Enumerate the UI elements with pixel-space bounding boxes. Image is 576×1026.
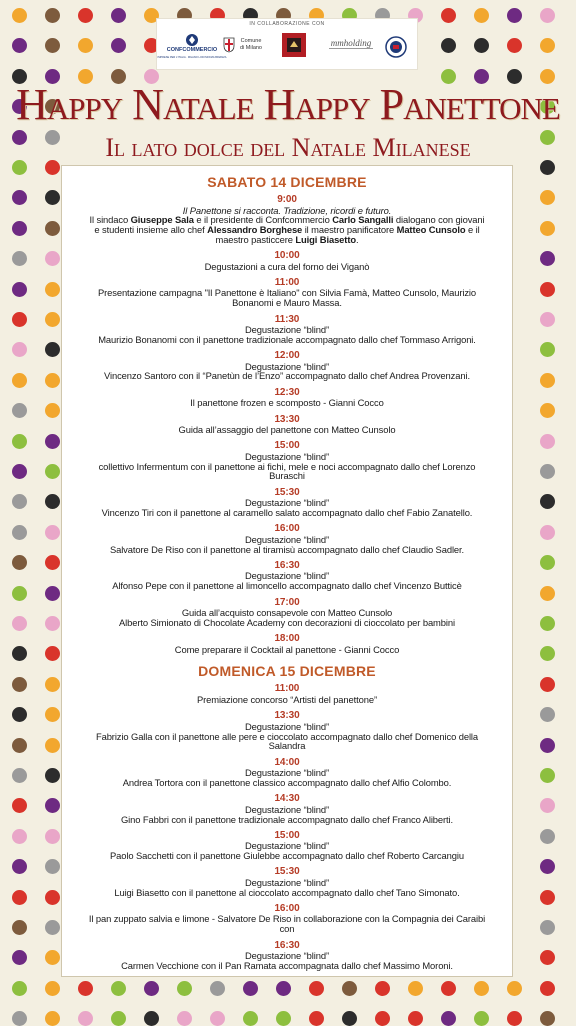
event-text: Carmen Vecchione con il Pan Ramata accompagnata dallo chef Massimo Moroni. bbox=[121, 959, 453, 971]
event-text: Vincenzo Tiri con il panettone al caramello salato accompagnato dallo chef Fabio Zanatello. bbox=[101, 507, 473, 519]
event-text: Presentazione campagna "Il Panettone è Italiano" con Silvia Famà, Matteo Cunsolo, Maurizio bbox=[97, 287, 477, 299]
event-text: Bonanomi e Mauro Massa. bbox=[232, 297, 342, 309]
polka-dot bbox=[408, 981, 423, 996]
polka-dot bbox=[45, 221, 60, 236]
polka-dot bbox=[45, 525, 60, 540]
event-description-line bbox=[70, 815, 504, 825]
polka-dot bbox=[45, 920, 60, 935]
event-description-line bbox=[70, 335, 504, 345]
polka-dot bbox=[12, 8, 27, 23]
polka-dot bbox=[12, 859, 27, 874]
event-text: Degustazione “blind” bbox=[245, 767, 329, 779]
program-event bbox=[70, 315, 504, 345]
mmholding-name: mmholding bbox=[330, 38, 372, 48]
polka-dot bbox=[540, 251, 555, 266]
sponsor-banner bbox=[157, 19, 417, 69]
event-text: maestro pasticcere bbox=[215, 233, 296, 245]
program-event bbox=[70, 867, 504, 897]
polka-dot bbox=[45, 616, 60, 631]
confcommercio-emblem-icon bbox=[185, 33, 199, 47]
polka-dot bbox=[45, 646, 60, 661]
event-text: con bbox=[279, 923, 295, 935]
event-time: 12:30 bbox=[274, 386, 300, 398]
event-text: Degustazione “blind” bbox=[245, 840, 329, 852]
person-name: Luigi Biasetto bbox=[295, 233, 356, 245]
polka-dot bbox=[540, 8, 555, 23]
polka-dot bbox=[12, 282, 27, 297]
polka-dot bbox=[12, 768, 27, 783]
polka-dot bbox=[12, 494, 27, 509]
event-time: 15:30 bbox=[274, 866, 300, 878]
polka-dot bbox=[78, 8, 93, 23]
polka-dot bbox=[540, 434, 555, 449]
program-panel bbox=[61, 165, 513, 977]
polka-dot bbox=[12, 434, 27, 449]
event-time: 16:30 bbox=[274, 939, 300, 951]
polka-dot bbox=[474, 8, 489, 23]
event-text: Degustazione “blind” bbox=[245, 570, 329, 582]
event-text: Andrea Tortora con il panettone classico accompagnato dallo chef Alfio Colombo. bbox=[122, 776, 452, 788]
event-text: Degustazione “blind” bbox=[245, 324, 329, 336]
polka-dot bbox=[540, 798, 555, 813]
event-time: 18:00 bbox=[274, 633, 300, 645]
program-event bbox=[70, 598, 504, 628]
event-description-line bbox=[70, 508, 504, 518]
polka-dot bbox=[45, 707, 60, 722]
event-text: Degustazione “blind” bbox=[245, 497, 329, 509]
program-event bbox=[70, 488, 504, 518]
program-event bbox=[70, 561, 504, 591]
event-text: il maestro panificatore bbox=[302, 224, 397, 236]
event-description-line bbox=[70, 924, 504, 934]
polka-dot bbox=[540, 342, 555, 357]
event-time: 11:00 bbox=[274, 276, 300, 288]
polka-dot bbox=[540, 282, 555, 297]
event-time: 15:30 bbox=[274, 486, 300, 498]
polka-dot bbox=[441, 38, 456, 53]
polka-dot bbox=[45, 434, 60, 449]
polka-dot bbox=[507, 8, 522, 23]
event-text: Il sindaco bbox=[89, 214, 131, 226]
event-description-line bbox=[70, 645, 504, 655]
event-text: e studenti insieme allo chef bbox=[94, 224, 208, 236]
polka-dot bbox=[12, 829, 27, 844]
event-text: Il panettone frozen e scomposto - Gianni Cocco bbox=[190, 397, 384, 409]
event-description-line bbox=[70, 778, 504, 788]
event-text: . bbox=[355, 233, 359, 245]
event-time: 12:00 bbox=[274, 350, 300, 362]
polka-dot bbox=[177, 981, 192, 996]
polka-dot bbox=[45, 8, 60, 23]
polka-dot bbox=[540, 920, 555, 935]
polka-dot bbox=[12, 221, 27, 236]
sponsor-caption: IN COLLABORAZIONE CON bbox=[249, 21, 325, 27]
polka-dot bbox=[210, 981, 225, 996]
polka-dot bbox=[12, 798, 27, 813]
event-description-line bbox=[70, 398, 504, 408]
polka-dot bbox=[12, 373, 27, 388]
polka-dot bbox=[45, 282, 60, 297]
confcommercio-name: CONFCOMMERCIO bbox=[166, 47, 218, 53]
event-description-line bbox=[70, 471, 504, 481]
event-text: e il presidente di Confcommercio bbox=[193, 214, 333, 226]
program-event bbox=[70, 441, 504, 481]
polka-dot bbox=[45, 586, 60, 601]
polka-dot bbox=[45, 38, 60, 53]
event-time: 15:00 bbox=[274, 440, 300, 452]
program-event bbox=[70, 684, 504, 704]
polka-dot bbox=[45, 981, 60, 996]
event-description-line bbox=[70, 298, 504, 308]
event-text: Alfonso Pepe con il panettone al limoncello accompagnato dallo chef Vincenzo Butticè bbox=[112, 580, 462, 592]
polka-dot bbox=[12, 342, 27, 357]
polka-dot bbox=[540, 494, 555, 509]
polka-dot bbox=[12, 950, 27, 965]
polka-dot bbox=[45, 464, 60, 479]
day-heading: SABATO 14 DICEMBRE bbox=[207, 174, 367, 190]
polka-dot bbox=[12, 190, 27, 205]
event-text: Buraschi bbox=[269, 470, 305, 482]
event-time: 15:00 bbox=[274, 829, 300, 841]
event-description-line bbox=[70, 741, 504, 751]
polka-dot bbox=[540, 464, 555, 479]
event-description-line bbox=[70, 371, 504, 381]
polka-dot bbox=[111, 38, 126, 53]
polka-dot bbox=[540, 829, 555, 844]
polka-dot bbox=[474, 38, 489, 53]
polka-dot bbox=[144, 981, 159, 996]
event-text: Vincenzo Santoro con il “Panetùn de l’Enzo” accompagnato dallo chef Andrea Provenzani. bbox=[104, 370, 470, 382]
event-text: Degustazione “blind” bbox=[245, 720, 329, 732]
polka-dot bbox=[474, 981, 489, 996]
polka-dot bbox=[12, 251, 27, 266]
event-text: Premiazione concorso “Artisti del panettone” bbox=[196, 693, 378, 705]
event-text: Guida all’acquisto consapevole con Matteo Cunsolo bbox=[181, 607, 393, 619]
event-description-line bbox=[70, 235, 504, 245]
polka-dot bbox=[45, 890, 60, 905]
event-text: Come preparare il Cocktail al panettone - Gianni Cocco bbox=[174, 643, 400, 655]
polka-dot bbox=[12, 525, 27, 540]
red-crest-logo bbox=[279, 33, 309, 57]
event-description-line bbox=[70, 888, 504, 898]
comune-milano-logo bbox=[223, 37, 273, 53]
comune-milano-name: Comune di Milano bbox=[239, 38, 262, 51]
polka-dot bbox=[12, 920, 27, 935]
program-event bbox=[70, 415, 504, 435]
polka-dot bbox=[45, 738, 60, 753]
crest-icon bbox=[282, 33, 306, 57]
polka-dot bbox=[540, 525, 555, 540]
event-description-line bbox=[70, 851, 504, 861]
event-text: Paolo Sacchetti con il panettone Giulebbe accompagnato dallo chef Roberto Carcangiu bbox=[110, 850, 464, 862]
event-text: Degustazione “blind” bbox=[245, 450, 329, 462]
polka-dot bbox=[12, 707, 27, 722]
program-event bbox=[70, 351, 504, 381]
polka-dot bbox=[12, 646, 27, 661]
event-text: Degustazione “blind” bbox=[245, 360, 329, 372]
confcommercio-logo bbox=[157, 33, 227, 61]
program-content bbox=[62, 166, 512, 976]
polka-dot bbox=[45, 859, 60, 874]
event-text: Il pan zuppato salvia e limone - Salvatore De Riso in collaborazione con la Compagnia dei Caraibi bbox=[88, 913, 486, 925]
polka-dot bbox=[540, 555, 555, 570]
event-text: Salvatore De Riso con il panettone al tiramisù accompagnato dallo chef Claudio Sadler. bbox=[109, 543, 465, 555]
event-time: 16:30 bbox=[274, 559, 300, 571]
mmholding-logo bbox=[327, 40, 375, 51]
event-text: Luigi Biasetto con il panettone al cioccolato accompagnato dallo chef Tano Simonato. bbox=[114, 886, 460, 898]
mmholding-underline-icon bbox=[329, 47, 373, 51]
polka-dot bbox=[45, 342, 60, 357]
polka-dot bbox=[78, 981, 93, 996]
event-description-line bbox=[70, 545, 504, 555]
polka-dot bbox=[111, 8, 126, 23]
polka-dot bbox=[45, 677, 60, 692]
event-text: Fabrizio Galla con il panettone alle pere e cioccolato accompagnato dallo chef Domenico della bbox=[95, 730, 479, 742]
milano-coat-of-arms-icon bbox=[223, 37, 235, 53]
polka-dot bbox=[375, 981, 390, 996]
polka-dot bbox=[540, 373, 555, 388]
event-text: Degustazione “blind” bbox=[245, 803, 329, 815]
polka-dot bbox=[276, 981, 291, 996]
event-text: Gino Fabbri con il panettone tradizionale accompagnato dallo chef Franco Aliberti. bbox=[120, 813, 454, 825]
polka-dot bbox=[12, 555, 27, 570]
program-event bbox=[70, 388, 504, 408]
round-badge-icon bbox=[385, 36, 407, 58]
polka-dot bbox=[45, 950, 60, 965]
event-description-line bbox=[70, 262, 504, 272]
program-event bbox=[70, 941, 504, 971]
polka-dot bbox=[243, 981, 258, 996]
polka-dot bbox=[12, 738, 27, 753]
event-text: Guida all’assaggio del panettone con Matteo Cunsolo bbox=[178, 424, 396, 436]
polka-dot bbox=[342, 981, 357, 996]
event-description-line bbox=[70, 581, 504, 591]
polka-dot bbox=[12, 616, 27, 631]
event-text: Degustazione “blind” bbox=[245, 533, 329, 545]
person-name: Giuseppe Sala bbox=[130, 214, 194, 226]
polka-dot bbox=[309, 981, 324, 996]
program-event bbox=[70, 278, 504, 308]
event-text: collettivo Infermentum con il panettone ai fichi, mele e noci accompagnato dallo chef Lorenzo bbox=[98, 460, 476, 472]
polka-dot bbox=[540, 616, 555, 631]
event-description-line bbox=[70, 695, 504, 705]
polka-dot bbox=[540, 646, 555, 661]
polka-dot bbox=[45, 768, 60, 783]
event-description-line bbox=[70, 618, 504, 628]
event-time: 13:30 bbox=[274, 413, 300, 425]
polka-dot bbox=[540, 981, 555, 996]
event-text: Degustazione “blind” bbox=[245, 876, 329, 888]
polka-dot bbox=[540, 859, 555, 874]
polka-dot bbox=[12, 312, 27, 327]
event-time: 16:00 bbox=[274, 902, 300, 914]
program-event bbox=[70, 711, 504, 751]
polka-dot bbox=[540, 38, 555, 53]
polka-dot bbox=[45, 190, 60, 205]
day-heading: DOMENICA 15 DICEMBRE bbox=[198, 663, 376, 680]
confcommercio-sub: IMPRESE PER L'ITALIA · MILANO LODI MONZA BRIANZA bbox=[157, 56, 227, 59]
program-event bbox=[70, 904, 504, 934]
polka-dot bbox=[12, 464, 27, 479]
polka-dot bbox=[12, 403, 27, 418]
person-name: Matteo Cunsolo bbox=[396, 224, 466, 236]
polka-dot bbox=[78, 38, 93, 53]
event-text: dialogano con giovani bbox=[393, 214, 485, 226]
event-time: 13:30 bbox=[274, 710, 300, 722]
polka-dot bbox=[45, 829, 60, 844]
polka-dot bbox=[12, 890, 27, 905]
event-text: Alberto Simionato di Chocolate Academy con decorazioni di cioccolato per bambini bbox=[119, 616, 455, 628]
polka-dot bbox=[540, 950, 555, 965]
event-description-line bbox=[70, 961, 504, 971]
polka-dot bbox=[45, 798, 60, 813]
polka-dot bbox=[45, 373, 60, 388]
polka-dot bbox=[45, 312, 60, 327]
event-time: 11:00 bbox=[274, 683, 300, 695]
event-text: Il Panettone si racconta. Tradizione, ricordi e futuro. bbox=[182, 204, 392, 216]
event-text: Salandra bbox=[268, 740, 306, 752]
round-badge-logo bbox=[383, 36, 409, 58]
event-title: Happy Natale Happy Panettone bbox=[16, 80, 560, 129]
program-event bbox=[70, 831, 504, 861]
program-event bbox=[70, 758, 504, 788]
polka-dot bbox=[507, 981, 522, 996]
polka-dot bbox=[540, 403, 555, 418]
polka-dot bbox=[441, 981, 456, 996]
event-subtitle: Il lato dolce del Natale Milanese bbox=[105, 133, 471, 162]
polka-dot bbox=[540, 190, 555, 205]
person-name: Alessandro Borghese bbox=[207, 224, 303, 236]
event-description-line bbox=[70, 425, 504, 435]
polka-dot bbox=[540, 738, 555, 753]
program-event bbox=[70, 794, 504, 824]
program-event bbox=[70, 524, 504, 554]
polka-dot bbox=[12, 677, 27, 692]
event-text: Degustazione “blind” bbox=[245, 950, 329, 962]
polka-dot bbox=[540, 221, 555, 236]
event-time: 14:30 bbox=[274, 793, 300, 805]
program-event bbox=[70, 251, 504, 271]
polka-dot bbox=[540, 312, 555, 327]
polka-dot bbox=[12, 586, 27, 601]
polka-dot bbox=[540, 768, 555, 783]
polka-dot bbox=[540, 677, 555, 692]
polka-dot bbox=[540, 707, 555, 722]
polka-dot bbox=[45, 403, 60, 418]
event-time: 9:00 bbox=[277, 194, 297, 205]
polka-dot bbox=[111, 981, 126, 996]
event-text: e il bbox=[465, 224, 480, 236]
program-event bbox=[70, 634, 504, 654]
event-text: Degustazioni a cura del forno dei Viganò bbox=[204, 260, 370, 272]
polka-dot bbox=[540, 890, 555, 905]
event-time: 14:00 bbox=[274, 756, 300, 768]
polka-dot bbox=[507, 38, 522, 53]
event-time: 10:00 bbox=[274, 250, 300, 262]
event-time: 11:30 bbox=[274, 313, 300, 325]
event-time: 17:00 bbox=[274, 596, 300, 608]
polka-dot bbox=[12, 38, 27, 53]
program-event bbox=[70, 195, 504, 245]
event-time: 16:00 bbox=[274, 523, 300, 535]
polka-dot bbox=[441, 8, 456, 23]
polka-dot bbox=[12, 981, 27, 996]
polka-dot bbox=[45, 555, 60, 570]
polka-dot bbox=[45, 494, 60, 509]
polka-dot bbox=[45, 251, 60, 266]
event-text: Maurizio Bonanomi con il panettone tradizionale accompagnato dallo chef Tommaso Arrigoni. bbox=[98, 333, 476, 345]
person-name: Carlo Sangalli bbox=[332, 214, 394, 226]
polka-dot bbox=[540, 586, 555, 601]
